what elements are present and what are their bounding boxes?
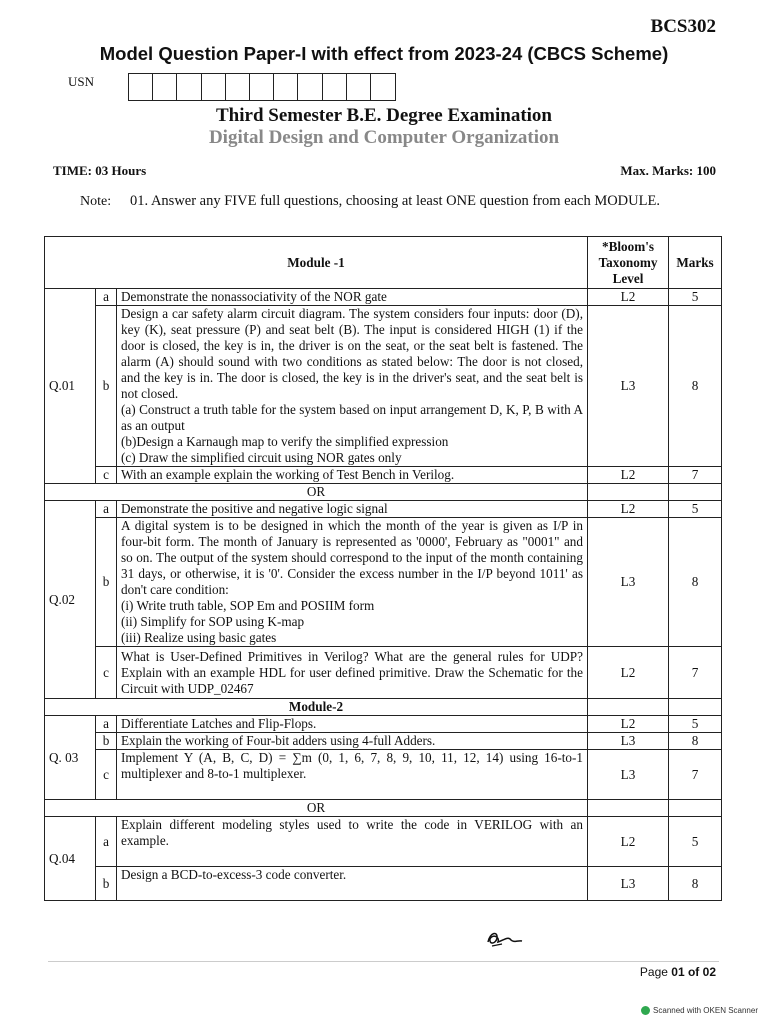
scanner-text: Scanned with OKEN Scanner	[653, 1006, 758, 1015]
blooms-header: *Bloom's Taxonomy Level	[588, 237, 669, 289]
blooms-level: L2	[588, 289, 669, 306]
marks-value: 8	[669, 867, 722, 901]
scanner-logo-icon	[641, 1006, 650, 1015]
part-label: c	[96, 647, 117, 699]
note-text: 01. Answer any FIVE full questions, choosing at least ONE question from each MODULE.	[130, 193, 660, 209]
usn-label: USN	[68, 74, 95, 89]
question-text	[117, 518, 588, 647]
question-subpart: (c) Draw the simplified circuit using NOR gates only	[121, 450, 402, 465]
blooms-level: L3	[588, 733, 669, 750]
question-text: Implement Y (A, B, C, D) = ∑m (0, 1, 6, 7, 8, 9, 10, 11, 12, 14) using 16-to-1 multiplexer and 8-to-1 multiplexer.	[117, 750, 588, 800]
part-label: a	[96, 501, 117, 518]
marks-value: 5	[669, 817, 722, 867]
blooms-level: L2	[588, 467, 669, 484]
question-subpart: (b)Design a Karnaugh map to verify the simplified expression	[121, 434, 449, 449]
question-body: A digital system is to be designed in which the month of the year is given as I/P in four-bit form. The month of January is represented as '0000', February as "0001" and so on. The output of the system should correspond to the input of the month containing 31 days, or otherwise, it is '0'. Consider the excess number in the I/P beyond 1011' as don't care condition:	[121, 518, 583, 597]
part-label: c	[96, 750, 117, 800]
marks-value: 5	[669, 289, 722, 306]
blooms-level: L3	[588, 750, 669, 800]
part-label: b	[96, 306, 117, 467]
part-label: c	[96, 467, 117, 484]
marks-header: Marks	[669, 237, 722, 289]
paper-title: Model Question Paper-I with effect from 2023-24 (CBCS Scheme)	[99, 43, 669, 64]
marks-value: 7	[669, 647, 722, 699]
question-table	[44, 236, 722, 901]
blooms-level: L3	[588, 867, 669, 901]
or-label: OR	[45, 484, 588, 501]
question-subpart: (iii) Realize using basic gates	[121, 630, 277, 645]
question-text: Demonstrate the positive and negative logic signal	[117, 501, 588, 518]
page-current: 01	[671, 965, 685, 979]
marks-value: 5	[669, 716, 722, 733]
max-marks: Max. Marks: 100	[620, 163, 716, 178]
blooms-level: L2	[588, 647, 669, 699]
scanner-watermark	[641, 1006, 758, 1015]
question-text: What is User-Defined Primitives in Verilog? What are the general rules for UDP? Explain with an example HDL for user defined primitive. Draw the Schematic for the Circuit with UDP_02467	[117, 647, 588, 699]
blooms-level: L2	[588, 817, 669, 867]
question-number: Q.01	[45, 289, 96, 484]
marks-value: 8	[669, 733, 722, 750]
blooms-level: L2	[588, 501, 669, 518]
question-number: Q.04	[45, 817, 96, 901]
blooms-level: L3	[588, 518, 669, 647]
page-total: 02	[702, 965, 716, 979]
or-row	[45, 484, 722, 501]
course-code: BCS302	[650, 16, 716, 37]
part-label: a	[96, 289, 117, 306]
or-label: OR	[45, 800, 588, 817]
or-row	[45, 800, 722, 817]
question-subpart: (i) Write truth table, SOP Em and POSIIM form	[121, 598, 375, 613]
module-heading: Module -1	[45, 237, 588, 289]
marks-value: 5	[669, 501, 722, 518]
subject-title: Digital Design and Computer Organization	[208, 127, 560, 148]
note-label: Note:	[80, 194, 112, 209]
table-row	[45, 647, 722, 699]
table-row	[45, 733, 722, 750]
usn-boxes	[128, 73, 396, 101]
table-row	[45, 867, 722, 901]
blooms-level: L2	[588, 716, 669, 733]
blooms-level: L3	[588, 306, 669, 467]
module-heading: Module-2	[45, 699, 588, 716]
part-label: a	[96, 716, 117, 733]
table-row	[45, 467, 722, 484]
question-number: Q. 03	[45, 716, 96, 800]
table-header-row	[45, 237, 722, 289]
question-text: With an example explain the working of Test Bench in Verilog.	[117, 467, 588, 484]
question-text: Explain the working of Four-bit adders using 4-full Adders.	[117, 733, 588, 750]
question-text: Differentiate Latches and Flip-Flops.	[117, 716, 588, 733]
question-number: Q.02	[45, 501, 96, 699]
table-row	[45, 817, 722, 867]
signature-image	[484, 928, 526, 955]
table-row	[45, 716, 722, 733]
exam-time: TIME: 03 Hours	[53, 163, 147, 178]
page-of: of	[684, 965, 703, 979]
table-row	[45, 750, 722, 800]
question-text: Demonstrate the nonassociativity of the NOR gate	[117, 289, 588, 306]
exam-title: Third Semester B.E. Degree Examination	[216, 105, 552, 126]
part-label: b	[96, 867, 117, 901]
marks-value: 8	[669, 518, 722, 647]
page-prefix: Page	[639, 965, 672, 979]
question-text: Explain different modeling styles used to write the code in VERILOG with an example.	[117, 817, 588, 867]
page-number	[640, 965, 716, 979]
module-row	[45, 699, 722, 716]
question-subpart: (ii) Simplify for SOP using K-map	[121, 614, 305, 629]
marks-value: 8	[669, 306, 722, 467]
question-text: Design a BCD-to-excess-3 code converter.	[117, 867, 588, 901]
question-body: Design a car safety alarm circuit diagram. The system considers four inputs: door (D), key (K), seat pressure (P) and seat belt (B). The input is considered HIGH (1) if the door is closed, the key is in, the driver is on the seat, or the seat belt is fastened. The alarm (A) should sound with two conditions as stated below: The door is not closed, and the key is in. The door is closed, the key is in the driver's seat, and the seat belt is not closed.	[121, 306, 583, 401]
question-text	[117, 306, 588, 467]
table-row	[45, 289, 722, 306]
marks-value: 7	[669, 750, 722, 800]
footer-divider	[48, 961, 719, 962]
question-subpart: (a) Construct a truth table for the system based on input arrangement D, K, P, B with A as an output	[121, 402, 583, 433]
table-row	[45, 306, 722, 467]
table-row	[45, 518, 722, 647]
table-row	[45, 501, 722, 518]
marks-value: 7	[669, 467, 722, 484]
part-label: b	[96, 733, 117, 750]
part-label: b	[96, 518, 117, 647]
part-label: a	[96, 817, 117, 867]
